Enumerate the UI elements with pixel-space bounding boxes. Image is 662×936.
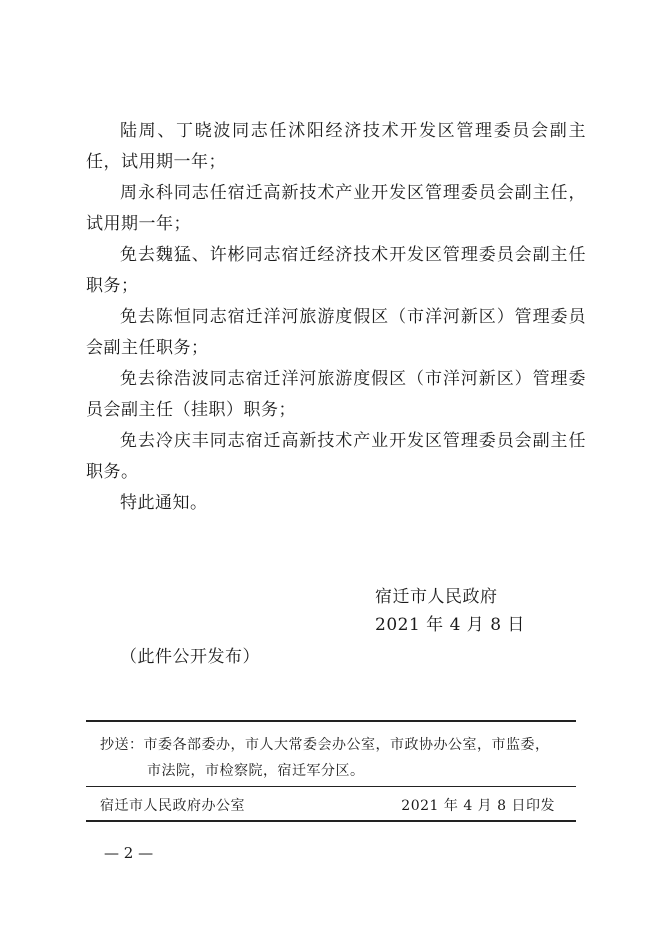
signature-organization: 宿迁市人民政府 (375, 587, 498, 607)
page-number: — 2 — (104, 844, 154, 862)
cc-recipients (100, 732, 570, 784)
paragraph-removal-4: 免去冷庆丰同志宿迁高新技术产业开发区管理委员会副主任职务。 (86, 431, 586, 482)
footer-middle-rule (86, 786, 576, 787)
issuer-name: 宿迁市人民政府办公室 (100, 798, 245, 814)
paragraph-removal-3: 免去徐浩波同志宿迁洋河旅游度假区（市洋河新区）管理委员会副主任（挂职）职务； (86, 369, 586, 420)
footer-bottom-rule (86, 820, 576, 822)
cc-line-1: 抄送：市委各部委办，市人大常委会办公室，市政协办公室，市监委， (100, 737, 550, 753)
paragraph-removal-2: 免去陈恒同志宿迁洋河旅游度假区（市洋河新区）管理委员会副主任职务； (86, 307, 586, 358)
paragraph-appointment-2: 周永科同志任宿迁高新技术产业开发区管理委员会副主任，试用期一年； (86, 183, 586, 234)
issue-date: 2021 年 4 月 8 日印发 (401, 798, 555, 814)
paragraph-appointment-1: 陆周、丁晓波同志任沭阳经济技术开发区管理委员会副主任，试用期一年； (86, 121, 586, 172)
paragraph-removal-1: 免去魏猛、许彬同志宿迁经济技术开发区管理委员会副主任职务； (86, 245, 586, 296)
signature-date: 2021 年 4 月 8 日 (375, 615, 525, 635)
document-body (86, 116, 586, 519)
public-release-note: （此件公开发布） (120, 647, 260, 667)
issuer-row (100, 795, 555, 815)
cc-line-2: 市法院，市检察院，宿迁军分区。 (147, 763, 365, 779)
paragraph-closing: 特此通知。 (120, 493, 208, 513)
footer-top-rule (86, 720, 576, 722)
